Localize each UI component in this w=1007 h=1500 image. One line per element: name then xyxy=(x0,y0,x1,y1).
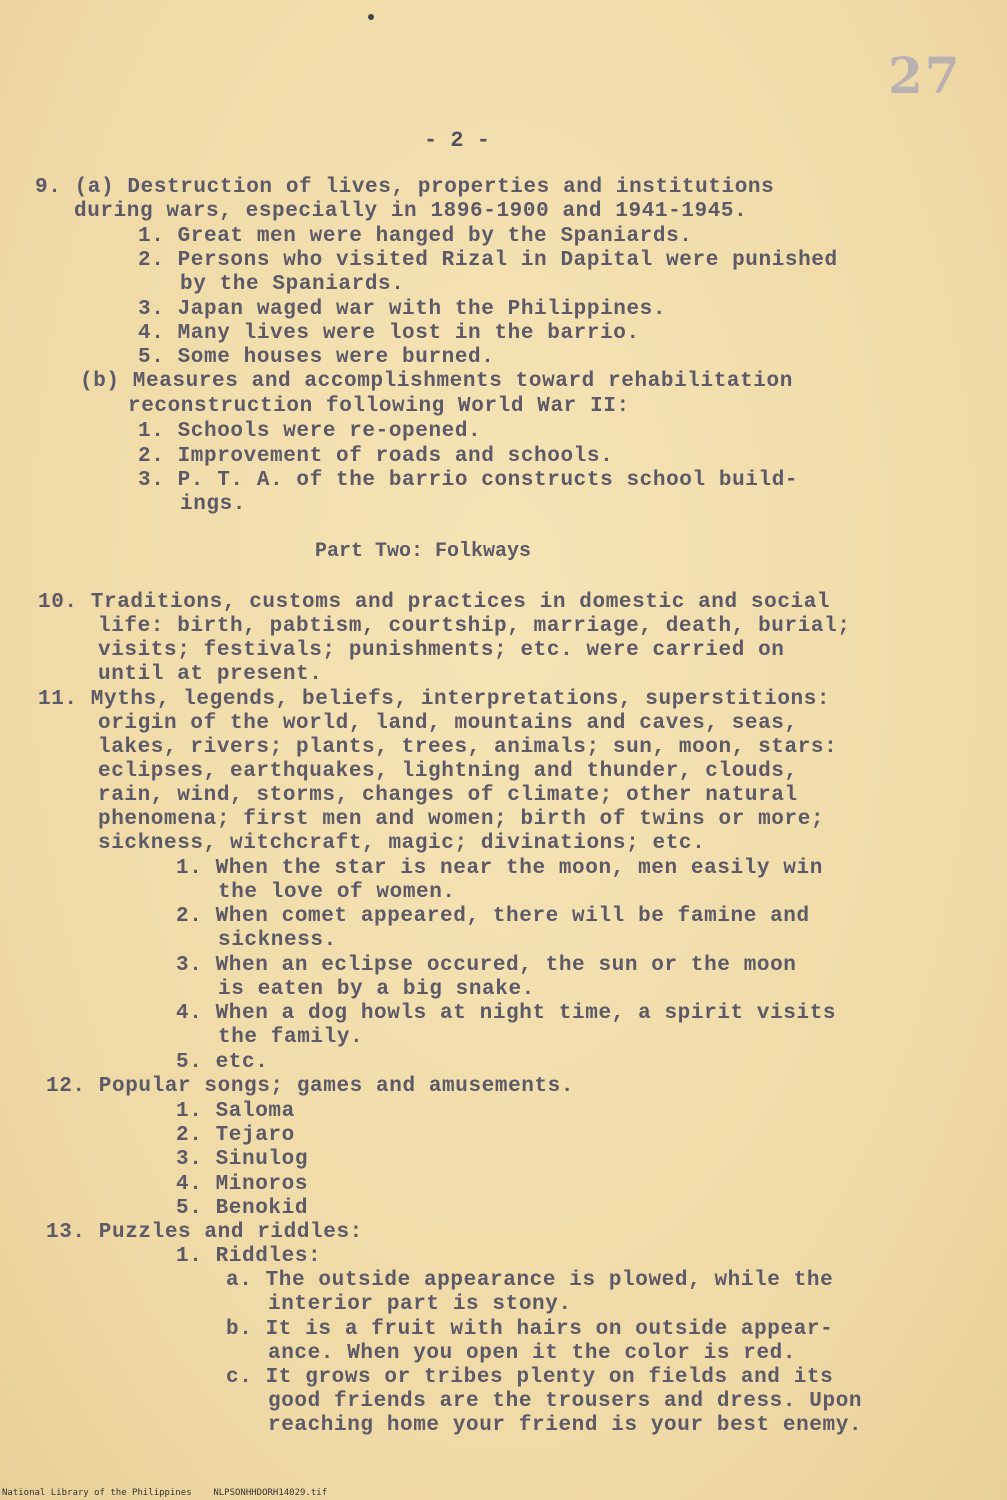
page-number: - 2 - xyxy=(424,128,491,153)
section9-a-item: 5. Some houses were burned. xyxy=(138,346,495,369)
section9-b-item: 3. P. T. A. of the barrio constructs school build- xyxy=(138,469,799,492)
section11-item: sickness. xyxy=(218,929,337,952)
section11-line: phenomena; first men and women; birth of twins or more; xyxy=(98,808,825,831)
riddle-line: good friends are the trousers and dress. Upon xyxy=(268,1390,863,1413)
section12-title: 12. Popular songs; games and amusements. xyxy=(46,1075,575,1098)
section9-a-line1: 9. (a) Destruction of lives, properties and institutions xyxy=(35,176,775,199)
section12-item: 1. Saloma xyxy=(176,1100,295,1123)
section9-a-line2: during wars, especially in 1896-1900 and 1941-1945. xyxy=(74,200,748,223)
section11-line: rain, wind, storms, changes of climate; other natural xyxy=(98,784,798,807)
section11-item: 3. When an eclipse occured, the sun or the moon xyxy=(176,954,797,977)
section11-line: origin of the world, land, mountains and caves, seas, xyxy=(98,712,798,735)
ink-dot xyxy=(368,14,374,20)
riddle-line: interior part is stony. xyxy=(268,1293,572,1316)
section11-item: 2. When comet appeared, there will be famine and xyxy=(176,905,810,928)
section9-b-line2: reconstruction following World War II: xyxy=(128,395,630,418)
section11-item: 5. etc. xyxy=(176,1051,269,1074)
section11-item: 1. When the star is near the moon, men easily win xyxy=(176,857,823,880)
riddle-line: a. The outside appearance is plowed, while the xyxy=(226,1269,834,1292)
section9-b-item: 1. Schools were re-opened. xyxy=(138,420,482,443)
section9-a-item: by the Spaniards. xyxy=(180,273,405,296)
section9-b-item: ings. xyxy=(180,493,247,516)
section12-item: 3. Sinulog xyxy=(176,1148,309,1171)
section11-line: eclipses, earthquakes, lightning and thunder, clouds, xyxy=(98,760,798,783)
section11-item: the love of women. xyxy=(218,881,456,904)
archive-footer: National Library of the Philippines NLPSONHHDORH14029.tif xyxy=(2,1488,328,1498)
section12-item: 4. Minoros xyxy=(176,1173,309,1196)
page-stamp-number: 27 xyxy=(888,46,962,105)
section9-a-item: 2. Persons who visited Rizal in Dapital were punished xyxy=(138,249,838,272)
section11-line: lakes, rivers; plants, trees, animals; sun, moon, stars: xyxy=(98,736,838,759)
section9-a-item: 4. Many lives were lost in the barrio. xyxy=(138,322,640,345)
section9-a-item: 1. Great men were hanged by the Spaniards. xyxy=(138,225,693,248)
section10-line: life: birth, pabtism, courtship, marriage, death, burial; xyxy=(98,615,851,638)
section11-line: 11. Myths, legends, beliefs, interpretations, superstitions: xyxy=(38,688,831,711)
section12-item: 2. Tejaro xyxy=(176,1124,295,1147)
section11-item: is eaten by a big snake. xyxy=(218,978,535,1001)
section9-b-line1: (b) Measures and accomplishments toward rehabilitation xyxy=(80,370,793,393)
riddle-line: reaching home your friend is your best enemy. xyxy=(268,1414,863,1437)
riddle-line: b. It is a fruit with hairs on outside appear- xyxy=(226,1318,834,1341)
section9-b-item: 2. Improvement of roads and schools. xyxy=(138,445,614,468)
riddle-line: ance. When you open it the color is red. xyxy=(268,1342,797,1365)
section10-line: visits; festivals; punishments; etc. were carried on xyxy=(98,639,785,662)
section10-line: until at present. xyxy=(98,663,323,686)
section11-item: the family. xyxy=(218,1026,364,1049)
section11-line: sickness, witchcraft, magic; divinations; etc. xyxy=(98,832,706,855)
section13-sub: 1. Riddles: xyxy=(176,1245,322,1268)
part-heading: Part Two: Folkways xyxy=(315,540,532,563)
section11-item: 4. When a dog howls at night time, a spirit visits xyxy=(176,1002,837,1025)
section13-title: 13. Puzzles and riddles: xyxy=(46,1221,363,1244)
section10-line: 10. Traditions, customs and practices in domestic and social xyxy=(38,591,831,614)
section12-item: 5. Benokid xyxy=(176,1197,309,1220)
section9-a-item: 3. Japan waged war with the Philippines. xyxy=(138,298,667,321)
riddle-line: c. It grows or tribes plenty on fields and its xyxy=(226,1366,834,1389)
